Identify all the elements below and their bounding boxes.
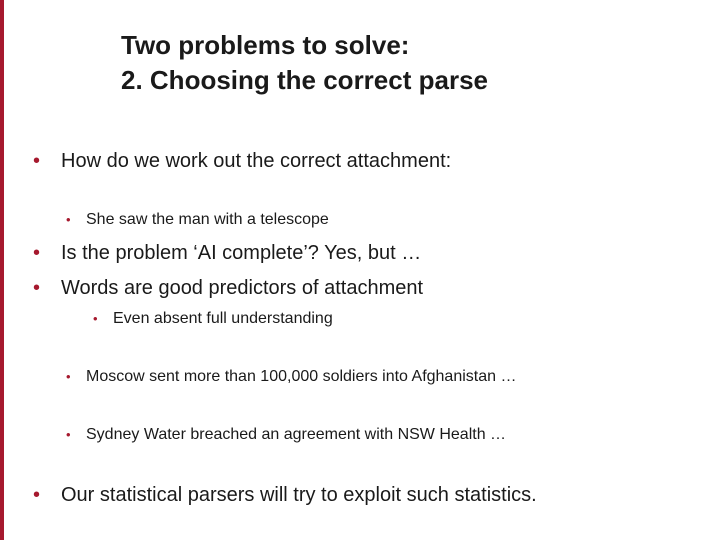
bullet-text: Is the problem ‘AI complete’? Yes, but … (61, 242, 422, 264)
bullet-ai-complete (33, 240, 421, 266)
bullet-words-predictors (33, 275, 423, 301)
slide-left-accent-bar (0, 0, 4, 540)
bullet-dot-icon: • (66, 212, 71, 227)
bullet-statistical-parsers (33, 482, 537, 508)
bullet-dot-icon: • (66, 427, 71, 442)
bullet-text: How do we work out the correct attachment: (61, 150, 452, 172)
sub-bullet-moscow-example (66, 366, 516, 388)
bullet-attachment-question (33, 148, 451, 174)
bullet-text: Even absent full understanding (113, 310, 333, 327)
sub-bullet-absent-understanding (93, 308, 333, 330)
slide-title (121, 28, 488, 98)
slide-title-line-2: 2. Choosing the correct parse (121, 65, 488, 95)
bullet-text: Sydney Water breached an agreement with NSW Health … (86, 426, 507, 443)
slide-title-line-1: Two problems to solve: (121, 30, 410, 60)
bullet-dot-icon: • (33, 150, 41, 172)
bullet-dot-icon: • (33, 277, 41, 299)
sub-bullet-sydney-example (66, 424, 506, 446)
bullet-text: She saw the man with a telescope (86, 211, 329, 228)
bullet-text: Moscow sent more than 100,000 soldiers into Afghanistan … (86, 368, 517, 385)
bullet-text: Our statistical parsers will try to exploit such statistics. (61, 484, 537, 506)
bullet-dot-icon: • (33, 484, 41, 506)
bullet-dot-icon: • (93, 311, 98, 326)
bullet-dot-icon: • (33, 242, 41, 264)
bullet-text: Words are good predictors of attachment (61, 277, 424, 299)
bullet-dot-icon: • (66, 369, 71, 384)
sub-bullet-telescope-example (66, 209, 329, 231)
